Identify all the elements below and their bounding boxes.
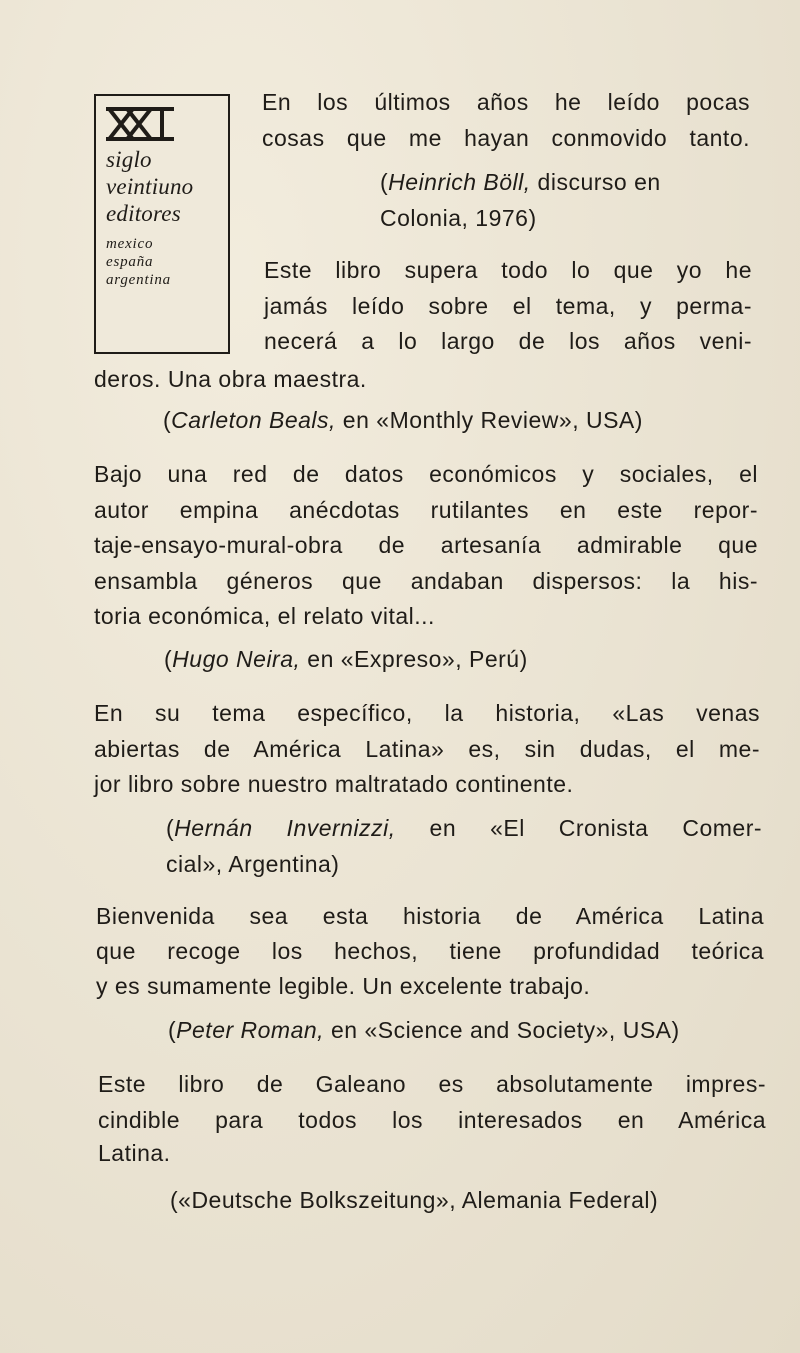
quote-source-detail: en «Science and Society», USA) <box>324 1017 680 1043</box>
quote-text-line: ensambla géneros que andaban dispersos: la his- <box>94 568 758 594</box>
publisher-name-line3: editores <box>106 201 181 226</box>
quote-source-detail: cial», Argentina) <box>166 851 340 877</box>
quote-source-detail: en «Monthly Review», USA) <box>335 407 643 433</box>
quote-text-line: Este libro supera todo lo que yo he <box>264 257 752 283</box>
quote-source-detail: en «El Cronista Comer- <box>395 815 763 841</box>
publisher-cities <box>106 235 218 289</box>
quote-source-author: Carleton Beals, <box>171 407 336 433</box>
quote-text-line: Este libro de Galeano es absolutamente impres- <box>98 1071 766 1097</box>
quote-text-line: abiertas de América Latina» es, sin dudas, el me- <box>94 736 760 762</box>
quote-source-author: Hugo Neira, <box>172 646 301 672</box>
quote-source-detail: en «Expreso», Perú) <box>300 646 528 672</box>
quote-text-line: necerá a lo largo de los años veni- <box>264 328 752 354</box>
quote-source-author: Heinrich Böll, <box>388 169 531 195</box>
quote-source-detail: discurso en <box>530 169 661 195</box>
quote-source: (Hugo Neira, en «Expreso», Perú) <box>164 646 528 672</box>
quote-text-line: Bajo una red de datos económicos y sociales, el <box>94 461 758 487</box>
publisher-city: mexico <box>106 236 154 252</box>
quote-text-line: Latina. <box>98 1140 171 1166</box>
publisher-logo-box <box>94 94 230 354</box>
quote-source-detail: Colonia, 1976) <box>380 205 537 231</box>
quote-source: (Hernán Invernizzi, en «El Cronista Comer- <box>166 815 763 841</box>
quote-text-line: deros. Una obra maestra. <box>94 366 367 392</box>
quote-source: (Carleton Beals, en «Monthly Review», USA) <box>163 407 643 433</box>
quote-source: (Peter Roman, en «Science and Society», USA) <box>168 1017 680 1043</box>
quote-text-line: que recoge los hechos, tiene profundidad teórica <box>96 938 764 964</box>
quote-source-author: Hernán Invernizzi, <box>174 815 396 841</box>
quote-source: (Heinrich Böll, discurso en <box>380 169 661 195</box>
quote-text-line: Bienvenida sea esta historia de América Latina <box>96 903 764 929</box>
quote-source-author: Peter Roman, <box>176 1017 325 1043</box>
quote-source: («Deutsche Bolkszeitung», Alemania Federal) <box>170 1187 659 1213</box>
siglo-xxi-logo-icon <box>106 106 178 142</box>
publisher-city: argentina <box>106 272 171 288</box>
publisher-name-line1: siglo <box>106 147 152 172</box>
quote-text-line: cindible para todos los interesados en América <box>98 1107 766 1133</box>
quote-text-line: jamás leído sobre el tema, y perma- <box>264 293 752 319</box>
quote-text-line: y es sumamente legible. Un excelente trabajo. <box>96 973 591 999</box>
publisher-city: españa <box>106 254 154 270</box>
quote-text-line: En su tema específico, la historia, «Las venas <box>94 700 760 726</box>
quote-text-line: cosas que me hayan conmovido tanto. <box>262 125 750 151</box>
quote-text-line: taje-ensayo-mural-obra de artesanía admirable que <box>94 532 758 558</box>
quote-text-line: autor empina anécdotas rutilantes en este repor- <box>94 497 758 523</box>
quote-text-line: En los últimos años he leído pocas <box>262 89 750 115</box>
quote-text-line: toria económica, el relato vital... <box>94 603 435 629</box>
publisher-name-line2: veintiuno <box>106 174 194 199</box>
quote-text-line: jor libro sobre nuestro maltratado continente. <box>94 771 574 797</box>
